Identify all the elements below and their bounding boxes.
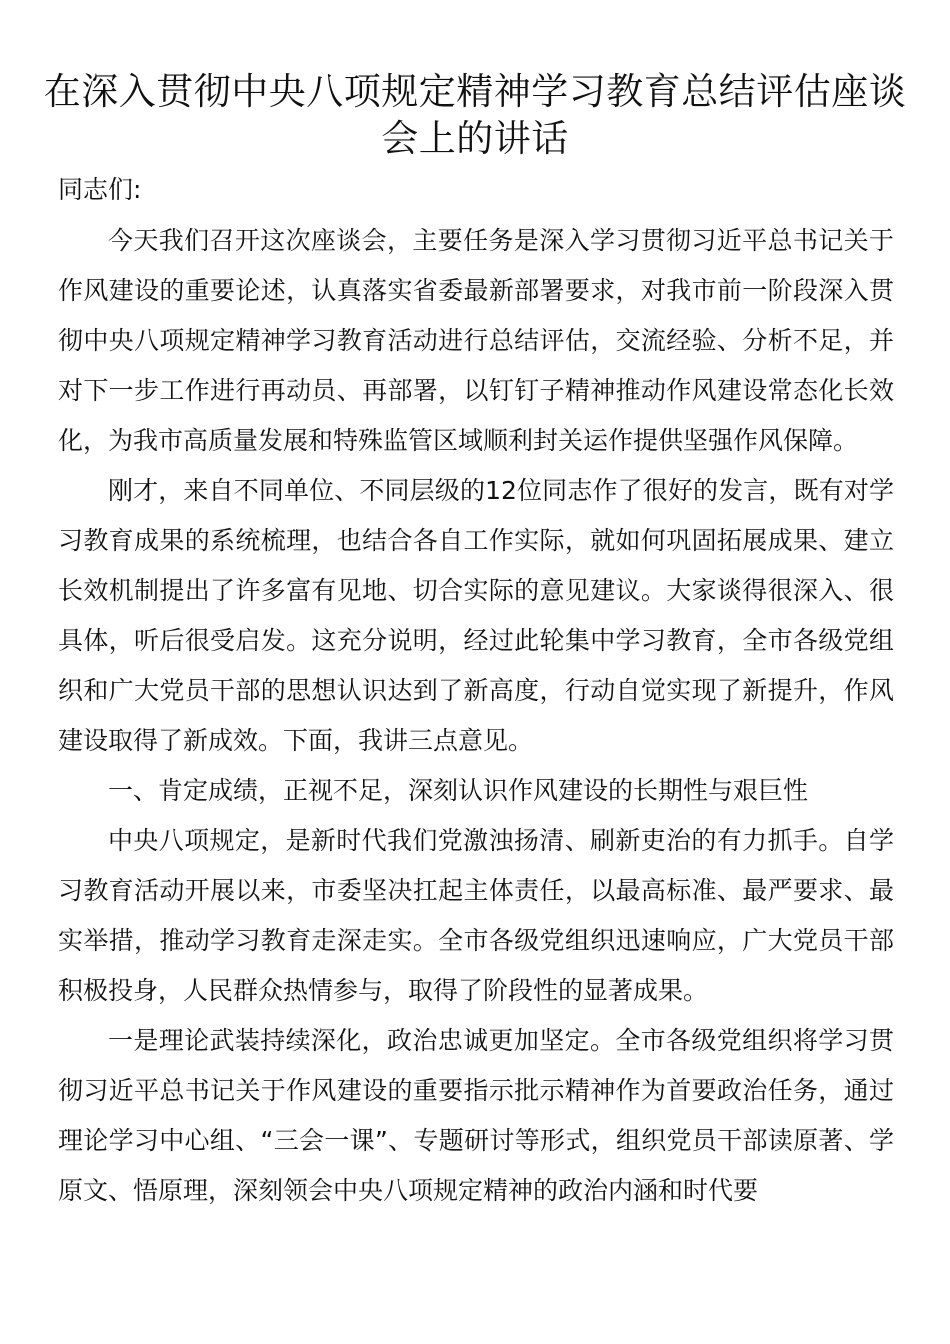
paragraph: 中央八项规定，是新时代我们党激浊扬清、刷新吏治的有力抓手。自学习教育活动开展以来，市委坚决扛起主体责任，以最高标准、最严要求、最实举措，推动学习教育走深走实。全市各级党组织迅速响应，广大党员干部积极投身，人民群众热情参与，取得了阶段性的显著成果。 bbox=[58, 826, 894, 1005]
section-heading: 一、肯定成绩，正视不足，深刻认识作风建设的长期性与艰巨性 bbox=[108, 776, 809, 805]
salutation: 同志们: bbox=[58, 175, 142, 204]
document-title: 在深入贯彻中央八项规定精神学习教育总结评估座谈会上的讲话 bbox=[43, 70, 907, 160]
paragraph: 一是理论武装持续深化，政治忠诚更加坚定。全市各级党组织将学习贯彻习近平总书记关于作风建设的重要指示批示精神作为首要政治任务，通过理论学习中心组、“三会一课”、专题研讨等形式，组织党员干部读原著、学原文、悟原理，深刻领会中央八项规定精神的政治内涵和时代要 bbox=[58, 1026, 894, 1205]
paragraph: 刚才，来自不同单位、不同层级的12位同志作了很好的发言，既有对学习教育成果的系统梳理，也结合各自工作实际，就如何巩固拓展成果、建立长效机制提出了许多富有见地、切合实际的意见建议。大家谈得很深入、很具体，听后很受启发。这充分说明，经过此轮集中学习教育，全市各级党组织和广大党员干部的思想认识达到了新高度，行动自觉实现了新提升，作风建设取得了新成效。下面，我讲三点意见。 bbox=[58, 476, 894, 755]
paragraph: 今天我们召开这次座谈会，主要任务是深入学习贯彻习近平总书记关于作风建设的重要论述，认真落实省委最新部署要求，对我市前一阶段深入贯彻中央八项规定精神学习教育活动进行总结评估，交流经验、分析不足，并对下一步工作进行再动员、再部署，以钉钉子精神推动作风建设常态化长效化，为我市高质量发展和特殊监管区域顺利封关运作提供坚强作风保障。 bbox=[58, 226, 894, 455]
document-body bbox=[58, 172, 894, 1216]
